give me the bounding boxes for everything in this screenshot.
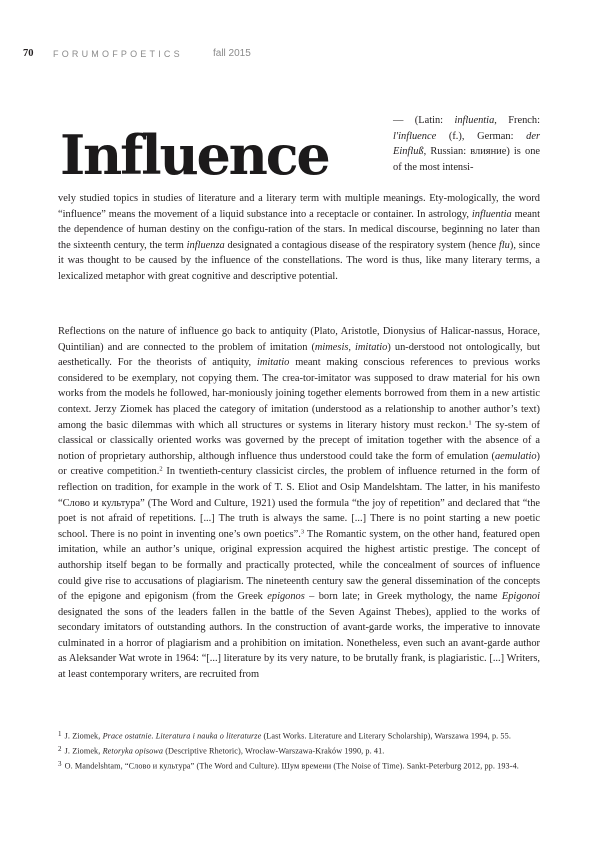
issue-label: fall 2015	[213, 48, 251, 59]
running-header	[23, 47, 543, 61]
footnote-ref[interactable]: 2	[159, 465, 163, 473]
etymology-paragraph: vely studied topics in studies of literature and a literary term with multiple meanings. Ety-mologically, the word “influence” means the movement of a liquid substance into a receptacle or container. In astrology, influentia meant the dependence of human destiny on the configu-ration of the stars. In medical discourse, beginning no later than the sixteenth century, the term influenza designated a contagious disease of the respiratory system (hence flu), since it was thought to be caused by the influence of the constellations. The word is thus, like many literary terms, a lexicalized metaphor with great cognitive and descriptive potential.	[58, 193, 541, 282]
page-number: 70	[23, 48, 34, 59]
history-paragraph: Reflections on the nature of influence go back to antiquity (Plato, Aristotle, Dionysius of Halicar-nassus, Horace, Quintilian) and are connected to the problem of imitation (mimesis, imitatio) un-derstood not ontologically, but aesthetically. For the theorists of antiquity, imitatio meant making conscious references to previous works considered to be exemplary, not copying them. The crea-tor-imitator was supposed to draw material for his own works from the models he followed, har-moniously joining together elements borrowed from them in a new artistic context. Jerzy Ziomek has placed the category of imitation (understood as a relationship to another author’s text) among the basic dilemmas with which all structures or systems in literary history must reckon.$^1$ The sy-stem of classical or classically oriented works was governed by the precept of imitation together with the absence of a notion of proprietary authorship, although influence thus understood could take the form of emulation (aemulatio) or creative competition.$^2$ In twentieth-century classicist circles, the problem of influence returned in the form of reflection on tradition, for example in the work of T. S. Eliot and Osip Mandelshtam. The latter, in his manifesto “Слово и культура” (The Word and Culture, 1921) used the formula “the joy of repetition” and declared that “the poet is not afraid of repetitions. [...] The truth is always the same. [...] There is no point starting a new poetic school. There is no point in inventing one’s own poetics”.$^3$ The Romantic system, on the other hand, featured open imitation, while an author’s unique, original expression acquired the highest artistic prestige. The concept of authorship itself began to be formally and practically protected, while the concealment of sources of influence could give rise to accusations of plagiarism. The nineteenth century saw the general dissemination of the concepts of the epigone and epigonism (from the Greek epigonos – born late; in Greek mythology, the name Epigonoi designated the sons of the leaders fallen in the battle of the Seven Against Thebes), applied to the works of secondary imitators of outstanding authors. In the construction of avant-garde works, the imperative to innovate culminated in a horror of plagiarism and a prohibition on imitation. Nonetheless, even such an avant-garde author as Aleksander Wat wrote in 1964: “[...] literature by its very nature, to be brutally frank, is plagiaristic. [...] Writers, at least contemporary writers, are recruited from	[58, 326, 541, 681]
footnote-ref[interactable]: 1	[468, 419, 472, 427]
opening-definition: — (Latin: influentia, French: l'influence (f.), German: der Einfluß, Russian: влияние) is one of the most intensi-	[393, 115, 540, 173]
footnote: 1 J. Ziomek, Prace ostatnie. Literatura i nauka o literaturze (Last Works. Literature and Literary Scholarship), Warszawa 1994, p. 55.	[58, 730, 511, 741]
footnote-ref[interactable]: 3	[300, 528, 305, 536]
footnotes	[58, 729, 540, 774]
footnote: 2 J. Ziomek, Retoryka opisowa (Descriptive Rhetoric), Wrocław-Warszawa-Kraków 1990, p. 41.	[58, 745, 385, 756]
entry-title: Influence	[60, 123, 329, 187]
footnote: 3 O. Mandelshtam, “Слово и культура” (The Word and Culture). Шум времени (The Noise of Time). Sankt-Peterburg 2012, pp. 193-4.	[58, 760, 519, 771]
journal-name: FORUMOFPOETICS	[53, 49, 183, 59]
